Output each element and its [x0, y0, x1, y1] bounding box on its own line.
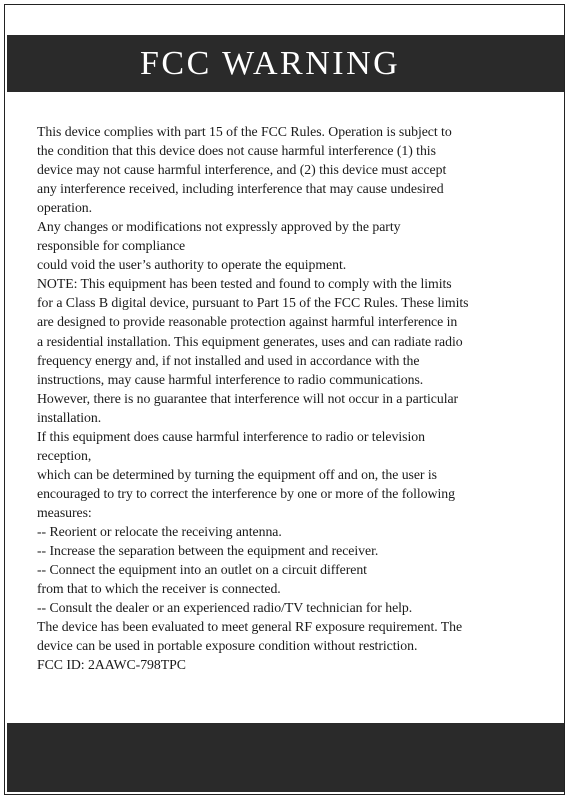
footer-banner [7, 723, 564, 792]
text-line: the condition that this device does not cause harmful interference (1) this [37, 143, 436, 159]
text-line: measures: [37, 504, 92, 520]
text-line: device can be used in portable exposure condition without restriction. [37, 638, 418, 654]
text-line: -- Consult the dealer or an experienced radio/TV technician for help. [37, 600, 413, 616]
text-line: -- Connect the equipment into an outlet on a circuit different [37, 562, 367, 578]
text-line: which can be determined by turning the equipment off and on, the user is [37, 466, 437, 482]
text-line: are designed to provide reasonable protection against harmful interference in [37, 314, 458, 330]
text-line: reception, [37, 447, 92, 463]
text-line: instructions, may cause harmful interference to radio communications. [37, 371, 424, 387]
text-line: for a Class B digital device, pursuant to Part 15 of the FCC Rules. These limits [37, 295, 469, 311]
text-line: from that to which the receiver is connected. [37, 581, 281, 597]
text-line: any interference received, including interference that may cause undesired [37, 181, 444, 197]
text-line: device may not cause harmful interference, and (2) this device must accept [37, 162, 447, 178]
text-line: If this equipment does cause harmful interference to radio or television [37, 428, 425, 444]
text-line: could void the user’s authority to operate the equipment. [37, 257, 347, 273]
text-line: a residential installation. This equipment generates, uses and can radiate radio [37, 333, 463, 349]
text-line: This device complies with part 15 of the FCC Rules. Operation is subject to [37, 124, 452, 139]
text-line: The device has been evaluated to meet general RF exposure requirement. The [37, 619, 463, 635]
text-line: installation. [37, 409, 102, 425]
text-line: -- Reorient or relocate the receiving antenna. [37, 523, 282, 539]
text-line: -- Increase the separation between the equipment and receiver. [37, 543, 379, 559]
text-line: However, there is no guarantee that interference will not occur in a particular [37, 390, 459, 406]
text-line: responsible for compliance [37, 238, 186, 254]
fcc-id-line: FCC ID: 2AAWC-798TPC [37, 657, 186, 673]
text-line: NOTE: This equipment has been tested and found to comply with the limits [37, 276, 452, 292]
page-title: FCC WARNING [140, 45, 401, 82]
text-line: operation. [37, 200, 93, 216]
text-line: encouraged to try to correct the interference by one or more of the following [37, 485, 455, 501]
text-line: Any changes or modifications not expressly approved by the party [37, 219, 401, 235]
text-line: frequency energy and, if not installed and used in accordance with the [37, 352, 420, 368]
warning-text-block [37, 122, 537, 674]
